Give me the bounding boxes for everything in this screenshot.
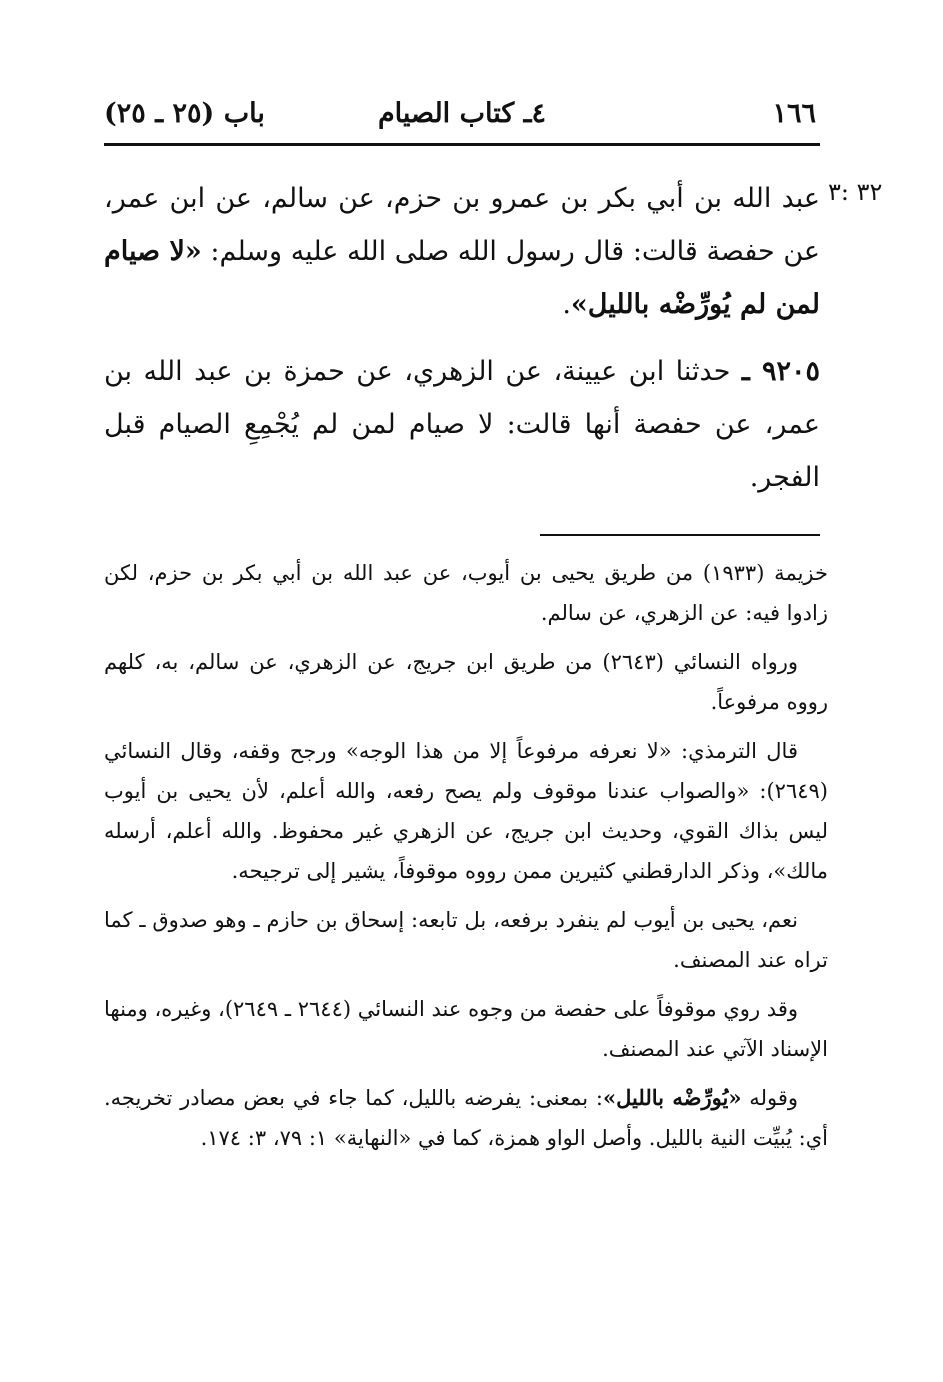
footnote-paragraph: وقد روي موقوفاً على حفصة من وجوه عند النسائي (٢٦٤٤ ـ ٢٦٤٩)، وغيره، ومنها الإسناد الآتي عند المصنف. — [104, 997, 828, 1061]
footnote-paragraph: قال الترمذي: «لا نعرفه مرفوعاً إلا من هذا الوجه» ورجح وقفه، وقال النسائي (٢٦٤٩): «والصواب عندنا موقوف ولم يصح رفعه، والله أعلم، لأن يحيى بن أيوب ليس بذاك القوي، وحديث ابن جريج، عن الزهري غير محفوظ. والله أعلم، أرسله مالك»، وذكر الدارقطني كثيرين ممن رووه موقوفاً، يشير إلى ترجيحه. — [104, 739, 828, 883]
main-paragraph-1 — [104, 172, 820, 331]
footnote-quote: «يُورِّضْه بالليل» — [603, 1085, 742, 1110]
book-title: ٤ـ كتاب الصيام — [377, 98, 547, 129]
paragraph-end: . — [562, 289, 571, 320]
hadith-number: ٩٢٠٥ ـ — [741, 356, 820, 387]
main-paragraph-2 — [104, 345, 820, 504]
footnote-paragraph: خزيمة (١٩٣٣) من طريق يحيى بن أيوب، عن عبد الله بن أبي بكر بن حزم، لكن زادوا فيه: عن الزهري، عن سالم. — [104, 561, 828, 625]
footnote-lead: وقوله — [741, 1086, 798, 1110]
reference-marker: ٣٢ :٣ — [828, 178, 883, 206]
footnotes — [104, 553, 828, 1167]
paragraph-text: حدثنا ابن عيينة، عن الزهري، عن حمزة بن عبد الله بن عمر، عن حفصة أنها قالت: لا صيام لمن لم يُجْمِعِ الصيام قبل الفجر. — [104, 356, 820, 493]
header-rule — [104, 143, 820, 146]
running-header — [104, 92, 820, 140]
hadith-quote: «لا صيام لمن لم يُورِّضْه بالليل» — [104, 236, 820, 320]
footnote-rest: : بمعنى: يفرضه بالليل، كما جاء في بعض مصادر تخريجه. أي: يُبيِّت النية بالليل. وأصل الواو همزة، كما في «النهاية» ١: ٧٩، ٣: ١٧٤. — [104, 1086, 828, 1150]
page-number: ١٦٦ — [772, 98, 816, 129]
footnote-paragraph: نعم، يحيى بن أيوب لم ينفرد برفعه، بل تابعه: إسحاق بن حازم ـ وهو صدوق ـ كما تراه عند المصنف. — [104, 908, 828, 972]
footnote-separator — [540, 534, 820, 536]
footnote-paragraph: ورواه النسائي (٢٦٤٣) من طريق ابن جريج، عن الزهري، عن سالم، به، كلهم رووه مرفوعاً. — [104, 650, 828, 714]
paragraph-text: عبد الله بن أبي بكر بن عمرو بن حزم، عن سالم، عن ابن عمر، عن حفصة قالت: قال رسول الله صلى الله عليه وسلم: — [104, 183, 820, 267]
footnote-paragraph-last — [104, 1078, 828, 1158]
chapter-label: باب (٢٥ ـ ٢٥) — [104, 98, 265, 129]
